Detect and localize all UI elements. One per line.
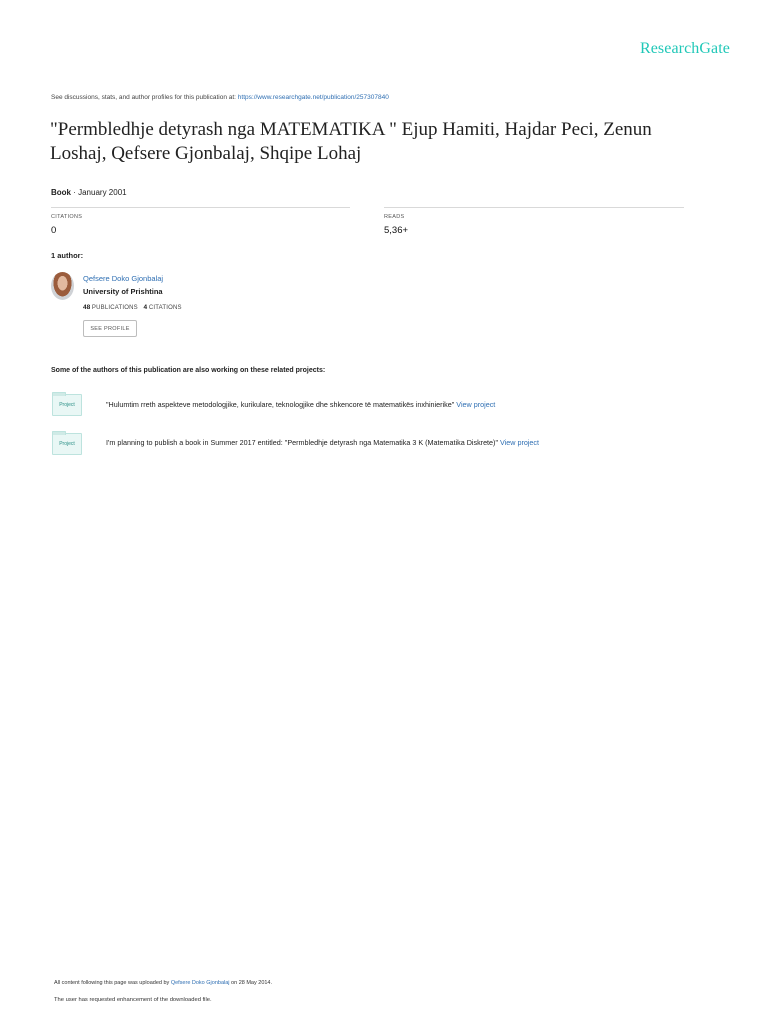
author-name-link[interactable]: Qefsere Doko Gjonbalaj	[83, 274, 164, 283]
author-citations-count: 4	[143, 304, 148, 311]
projects-heading: Some of the authors of this publication are also working on these related projects:	[51, 367, 326, 374]
reads-label: READS	[384, 214, 405, 220]
publication-title: "Permbledhje detyrash nga MATEMATIKA " Ejup Hamiti, Hajdar Peci, Zenun Loshaj, Qefsere Gjonbalaj, Shqipe Lohaj	[50, 119, 652, 164]
publication-date: January 2001	[78, 188, 127, 197]
meta-separator: ·	[71, 188, 79, 197]
project-icon-label: Project	[59, 441, 75, 447]
author-institution: University of Prishtina	[83, 287, 163, 296]
citations-value: 0	[51, 225, 57, 236]
enhancement-note: The user has requested enhancement of the downloaded file.	[54, 997, 212, 1003]
view-project-link[interactable]: View project	[500, 438, 540, 447]
author-publications-count: 48	[83, 304, 91, 311]
upload-suffix: on 28 May 2014.	[229, 980, 273, 986]
project-folder-icon	[52, 433, 82, 455]
view-project-link[interactable]: View project	[456, 400, 496, 409]
discussion-line	[51, 94, 389, 101]
project-item	[106, 400, 495, 409]
author-stats	[83, 304, 186, 311]
project-folder-icon	[52, 394, 82, 416]
uploader-link[interactable]: Qefsere Doko Gjonbalaj	[170, 980, 230, 986]
publication-type: Book	[51, 188, 71, 197]
author-citations-label: CITATIONS	[148, 305, 182, 311]
discussion-prefix: See discussions, stats, and author profiles for this publication at:	[51, 94, 238, 101]
author-avatar[interactable]	[51, 272, 74, 300]
project-icon-label: Project	[59, 402, 75, 408]
publication-meta	[51, 188, 127, 197]
citations-divider	[51, 207, 350, 208]
project-item	[106, 438, 539, 447]
reads-divider	[384, 207, 684, 208]
upload-prefix: All content following this page was uploaded by	[54, 980, 171, 986]
publication-url-link[interactable]: https://www.researchgate.net/publication/257307840	[237, 94, 389, 101]
project-description: "Hulumtim rreth aspekteve metodologjike, kurikulare, teknologjike dhe shkencore të matematikës inxhinierike"	[106, 400, 457, 409]
upload-note	[54, 980, 272, 986]
citations-label: CITATIONS	[51, 214, 83, 220]
researchgate-logo[interactable]: ResearchGate	[639, 40, 730, 57]
see-profile-button[interactable]: SEE PROFILE	[83, 320, 137, 337]
reads-value: 5,36+	[384, 225, 409, 236]
project-description: I'm planning to publish a book in Summer 2017 entitled: "Permbledhje detyrash nga Matematika 3 K (Matematika Diskrete)"	[106, 438, 500, 447]
authors-heading: 1 author:	[51, 251, 84, 260]
author-publications-label: PUBLICATIONS	[91, 305, 138, 311]
